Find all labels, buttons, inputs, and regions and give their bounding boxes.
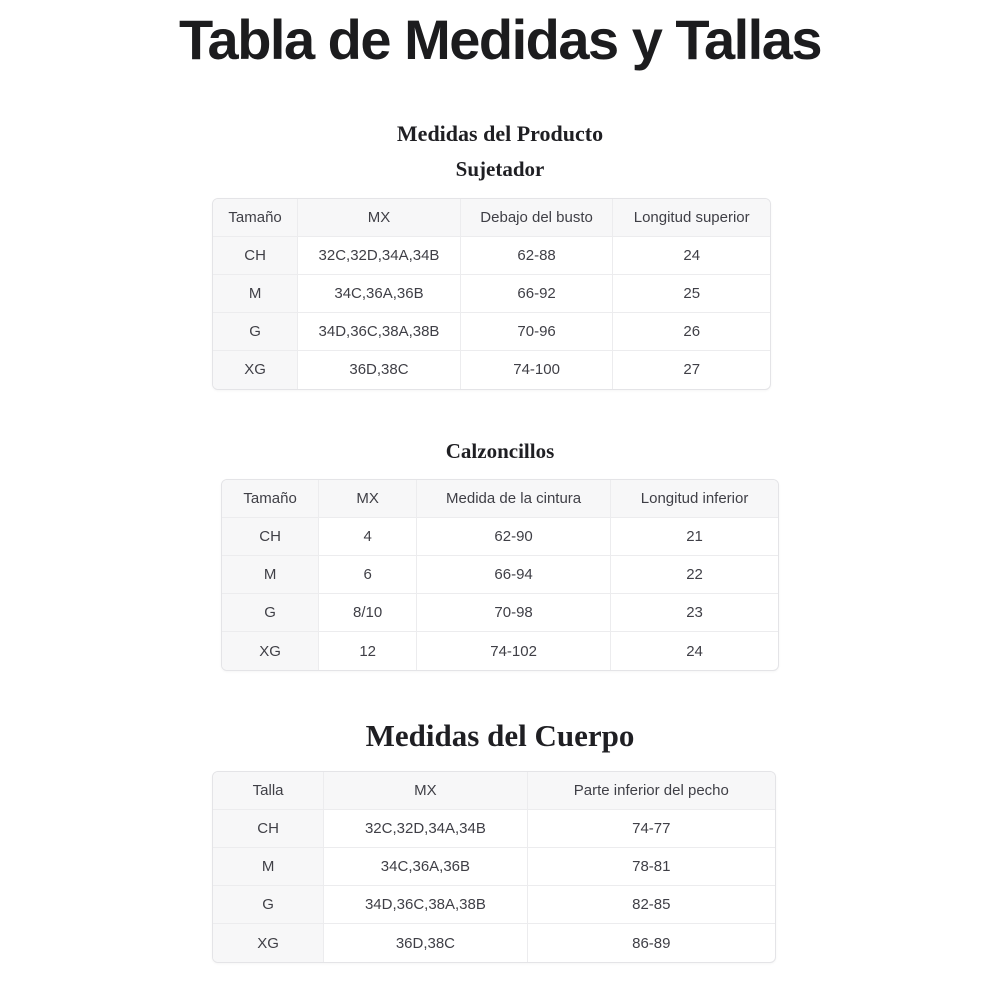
- value-cell: 66-92: [460, 275, 613, 313]
- value-cell: 34C,36A,36B: [298, 275, 461, 313]
- column-header: MX: [319, 480, 417, 518]
- value-cell: 26: [613, 313, 770, 351]
- value-cell: 78-81: [527, 848, 775, 886]
- value-cell: 34C,36A,36B: [324, 848, 527, 886]
- value-cell: 86-89: [527, 924, 775, 962]
- column-header: Longitud superior: [613, 199, 770, 237]
- table-row: [213, 810, 775, 848]
- table-row: [213, 886, 775, 924]
- briefs-size-table: [222, 480, 778, 670]
- table-row: [213, 313, 770, 351]
- value-cell: 34D,36C,38A,38B: [324, 886, 527, 924]
- value-cell: 25: [613, 275, 770, 313]
- body-measures-heading: Medidas del Cuerpo: [365, 717, 635, 753]
- value-cell: 66-94: [417, 556, 611, 594]
- value-cell: 6: [319, 556, 417, 594]
- size-label-cell: XG: [222, 632, 319, 670]
- size-label-cell: CH: [213, 237, 298, 275]
- size-label-cell: M: [213, 275, 298, 313]
- column-header: Tamaño: [213, 199, 298, 237]
- size-label-cell: CH: [213, 810, 324, 848]
- value-cell: 12: [319, 632, 417, 670]
- value-cell: 36D,38C: [324, 924, 527, 962]
- bra-size-table: [213, 199, 770, 389]
- table-row: [222, 632, 778, 670]
- column-header: Talla: [213, 772, 324, 810]
- table-row: [213, 848, 775, 886]
- value-cell: 32C,32D,34A,34B: [298, 237, 461, 275]
- value-cell: 4: [319, 518, 417, 556]
- column-header: Longitud inferior: [611, 480, 778, 518]
- value-cell: 34D,36C,38A,38B: [298, 313, 461, 351]
- column-header: Debajo del busto: [460, 199, 613, 237]
- header-row: [213, 772, 775, 810]
- value-cell: 22: [611, 556, 778, 594]
- body-table-container: [212, 771, 776, 963]
- header-row: [213, 199, 770, 237]
- value-cell: 8/10: [319, 594, 417, 632]
- page-title: Tabla de Medidas y Tallas: [179, 8, 821, 71]
- value-cell: 74-100: [460, 351, 613, 389]
- table-row: [213, 237, 770, 275]
- header-row: [222, 480, 778, 518]
- briefs-subheading: Calzoncillos: [445, 438, 555, 463]
- size-label-cell: XG: [213, 351, 298, 389]
- value-cell: 82-85: [527, 886, 775, 924]
- table-row: [213, 351, 770, 389]
- size-label-cell: CH: [222, 518, 319, 556]
- table-row: [222, 556, 778, 594]
- size-label-cell: G: [213, 886, 324, 924]
- value-cell: 27: [613, 351, 770, 389]
- value-cell: 32C,32D,34A,34B: [324, 810, 527, 848]
- table-row: [213, 924, 775, 962]
- bra-table-container: [212, 198, 771, 390]
- briefs-table-container: [221, 479, 779, 671]
- value-cell: 24: [613, 237, 770, 275]
- value-cell: 21: [611, 518, 778, 556]
- value-cell: 23: [611, 594, 778, 632]
- product-measures-heading: Medidas del Producto: [396, 121, 604, 147]
- column-header: Parte inferior del pecho: [527, 772, 775, 810]
- value-cell: 74-102: [417, 632, 611, 670]
- column-header: MX: [324, 772, 527, 810]
- table-row: [222, 518, 778, 556]
- column-header: Tamaño: [222, 480, 319, 518]
- column-header: MX: [298, 199, 461, 237]
- table-row: [213, 275, 770, 313]
- body-size-table: [213, 772, 775, 962]
- value-cell: 62-90: [417, 518, 611, 556]
- value-cell: 74-77: [527, 810, 775, 848]
- value-cell: 24: [611, 632, 778, 670]
- size-label-cell: G: [222, 594, 319, 632]
- size-label-cell: M: [222, 556, 319, 594]
- value-cell: 70-98: [417, 594, 611, 632]
- bra-subheading: Sujetador: [455, 156, 545, 181]
- size-label-cell: G: [213, 313, 298, 351]
- value-cell: 70-96: [460, 313, 613, 351]
- table-row: [222, 594, 778, 632]
- size-label-cell: XG: [213, 924, 324, 962]
- value-cell: 36D,38C: [298, 351, 461, 389]
- value-cell: 62-88: [460, 237, 613, 275]
- column-header: Medida de la cintura: [417, 480, 611, 518]
- size-label-cell: M: [213, 848, 324, 886]
